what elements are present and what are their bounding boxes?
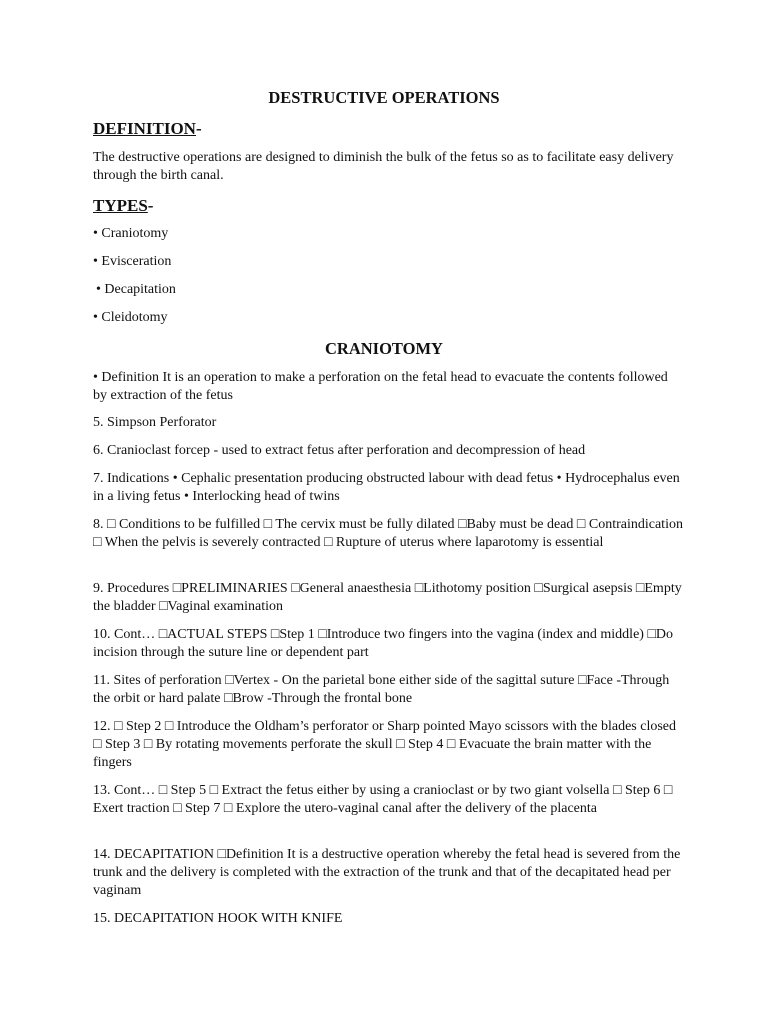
craniotomy-paragraph: 13. Cont… □ Step 5 □ Extract the fetus either by using a cranioclast or by two giant volsella □ Step 6 □ Exert traction □ Step 7 □ Explore the utero-vaginal canal after the delivery of the placenta	[93, 783, 673, 816]
craniotomy-paragraph: 8. □ Conditions to be fulfilled □ The cervix must be fully dilated □Baby must be dead □ Contraindication □ When the pelvis is severely contracted □ Rupture of uterus where laparotomy is essential	[93, 517, 683, 550]
craniotomy-paragraph: 7. Indications • Cephalic presentation producing obstructed labour with dead fetus • Hydrocephalus even in a living fetus • Interlocking head of twins	[93, 471, 680, 504]
definition-heading-text: DEFINITION	[93, 119, 196, 138]
definition-paragraph: The destructive operations are designed to diminish the bulk of the fetus so as to facilitate easy delivery through the birth canal.	[93, 150, 674, 183]
craniotomy-paragraph: 14. DECAPITATION □Definition It is a destructive operation whereby the fetal head is severed from the trunk and the delivery is completed with the extraction of the trunk and that of the decapitated head per vaginam	[93, 847, 681, 898]
types-list-item: • Craniotomy	[93, 226, 169, 241]
types-heading-suffix: -	[147, 196, 154, 215]
types-list-item: • Cleidotomy	[93, 310, 168, 325]
craniotomy-heading: CRANIOTOMY	[325, 339, 443, 358]
types-list-item: • Decapitation	[96, 282, 176, 297]
craniotomy-paragraph: 12. □ Step 2 □ Introduce the Oldham’s perforator or Sharp pointed Mayo scissors with the blades closed □ Step 3 □ By rotating movements perforate the skull □ Step 4 □ Evacuate the brain matter with the fingers	[93, 719, 677, 770]
craniotomy-paragraph: 5. Simpson Perforator	[93, 415, 217, 430]
definition-heading	[93, 119, 202, 139]
types-heading-text: TYPES	[93, 196, 148, 215]
document-title: DESTRUCTIVE OPERATIONS	[268, 88, 500, 107]
craniotomy-paragraph: • Definition It is an operation to make a perforation on the fetal head to evacuate the contents followed by extraction of the fetus	[93, 370, 668, 403]
craniotomy-paragraph: 6. Cranioclast forcep - used to extract fetus after perforation and decompression of head	[93, 443, 586, 458]
craniotomy-paragraph: 15. DECAPITATION HOOK WITH KNIFE	[93, 911, 343, 926]
types-list-item: • Evisceration	[93, 254, 172, 269]
craniotomy-paragraph: 10. Cont… □ACTUAL STEPS □Step 1 □Introduce two fingers into the vagina (index and middle) □Do incision through the suture line or dependent part	[93, 627, 674, 660]
craniotomy-paragraph: 9. Procedures □PRELIMINARIES □General anaesthesia □Lithotomy position □Surgical asepsis □Empty the bladder □Vaginal examination	[93, 581, 682, 614]
craniotomy-paragraph: 11. Sites of perforation □Vertex - On the parietal bone either side of the sagittal suture □Face -Through the orbit or hard palate □Brow -Through the frontal bone	[93, 673, 670, 706]
types-heading	[93, 196, 153, 216]
definition-heading-suffix: -	[195, 119, 202, 138]
